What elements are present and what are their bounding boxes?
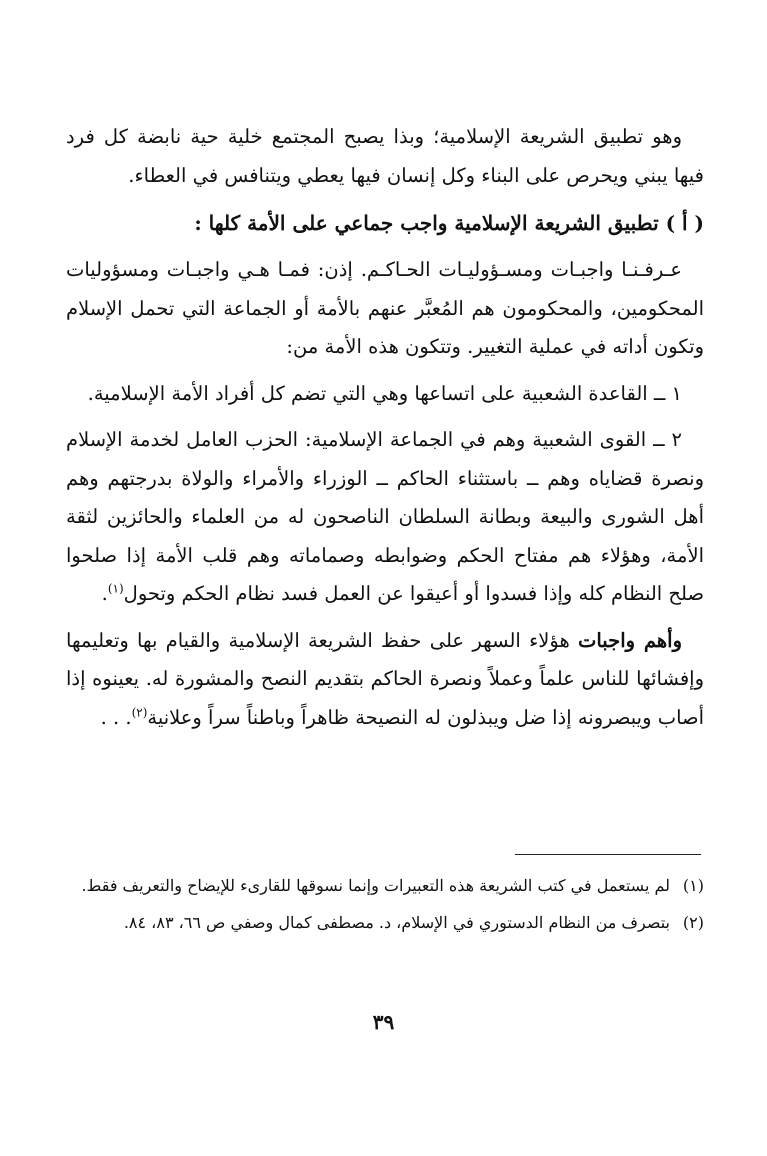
footnote-2-number: (٢) (682, 913, 704, 932)
footnote-divider (515, 854, 701, 855)
list-item-2 (66, 421, 704, 614)
footnote-ref-1[interactable]: (١) (107, 581, 124, 596)
paragraph-5 (66, 622, 704, 738)
footnote-ref-2[interactable]: (٢) (131, 705, 148, 719)
footnote-2-text: بتصرف من النظام الدستوري في الإسلام، د. مصطفى كمال وصفي ص ٦٦، ٨٣، ٨٤. (123, 913, 670, 932)
paragraph-5-end: . . . (100, 705, 132, 729)
page-number: ٣٩ (372, 1010, 395, 1034)
footnote-2 (66, 907, 704, 938)
footnotes (66, 870, 704, 944)
paragraph-2: عـرفـنـا واجبـات ومسـؤوليـات الحـاكـم. إذن: فمـا هـي واجبـات ومسؤوليات المحكومين، والمحكومون هم المُعبَّر عنهم بالأمة أو الجماعة التي تحمل الإسلام وتكون أداته في عملية التغيير. وتتكون هذه الأمة من: (66, 258, 704, 358)
section-heading: ( أ ) تطبيق الشريعة الإسلامية واجب جماعي على الأمة كلها : (194, 211, 704, 235)
list-item-2-end: . (101, 582, 108, 605)
paragraph-1: وهو تطبيق الشريعة الإسلامية؛ وبذا يصبح المجتمع خلية حية نابضة كل فرد فيها يبني ويحرص على البناء وكل إنسان فيها يعطي ويتنافس في العطاء. (66, 125, 704, 187)
footnote-1-number: (١) (682, 876, 704, 895)
main-text (66, 118, 704, 737)
paragraph-5-text: هؤلاء السهر على حفظ الشريعة الإسلامية والقيام بها وتعليمها وإفشائها للناس علماً وعملاً ونصرة الحاكم بتقديم النصح والمشورة له. يعينوه إذا أصاب ويبصرونه إذا ضل ويبذلون له النصيحة ظاهراً وباطناً سراً وعلانية (66, 628, 704, 729)
list-item-1: ١ ــ القاعدة الشعبية على اتساعها وهي التي تضم كل أفراد الأمة الإسلامية. (87, 381, 682, 405)
list-item-2-text: ٢ ــ القوى الشعبية وهم في الجماعة الإسلامية: الحزب العامل لخدمة الإسلام ونصرة قضاياه وهم ــ باستثناء الحاكم ــ الوزراء والأمراء والولاة بدرجتهم وهم أهل الشورى والبيعة وبطانة السلطان الناصحون له من العلماء والحائزين لثقة الأمة، وهؤلاء هم مفتاح الحكم وضوابطه وصماماته وهم قلب الأمة إذا صلحوا صلح النظام كله وإذا فسدوا أو أعيقوا عن العمل فسد نظام الحكم وتحول (66, 428, 704, 605)
paragraph-5-lead: وأهم واجبات (577, 628, 682, 652)
footnote-1 (66, 870, 704, 901)
footnote-1-text: لم يستعمل في كتب الشريعة هذه التعبيرات وإنما نسوقها للقارىء للإيضاح والتعريف فقط. (81, 876, 670, 895)
